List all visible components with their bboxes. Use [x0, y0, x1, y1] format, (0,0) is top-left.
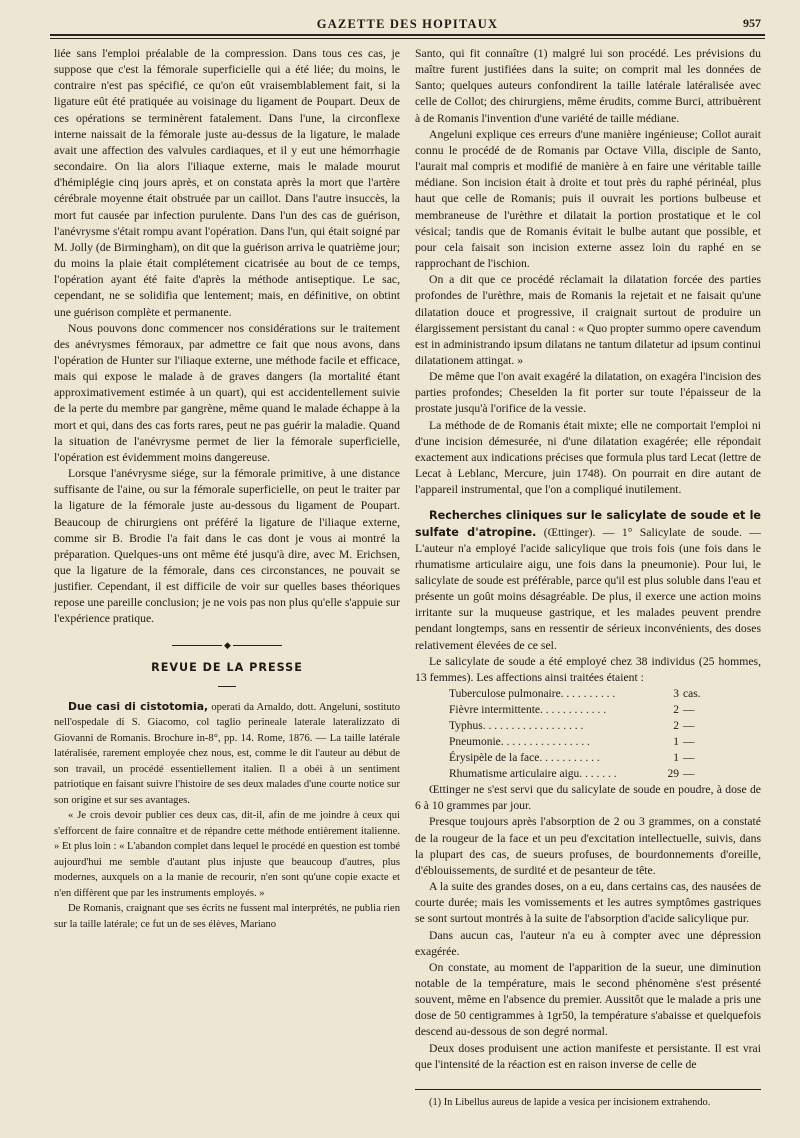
table-cell-disease: Fièvre intermittente. . . . . . . . . . . . — [449, 704, 607, 717]
page-header — [50, 10, 765, 36]
table-cell-disease: Pneumonie. . . . . . . . . . . . . . . . — [449, 736, 590, 749]
paragraph: Œttinger ne s'est servi que du salicylate de soude en poudre, à dose de 6 à 10 grammes par jour. — [415, 783, 761, 813]
paragraph: Dans aucun cas, l'auteur n'a eu à compter avec une dépression exagérée. — [415, 928, 761, 958]
table-cell-count: 1 — [673, 752, 679, 765]
table-cell-disease: Typhus. . . . . . . . . . . . . . . . . . — [449, 720, 584, 733]
running-title: GAZETTE DES HOPITAUX — [316, 17, 499, 31]
table-cell-disease: Rhumatisme articulaire aigu. . . . . . . — [449, 768, 617, 781]
paragraph: Santo, qui fit connaître (1) malgré lui son procédé. Les prévisions du maître furent justifiées dans la suite; on comprit mal les données de Santo; quelques auteurs confondirent la taille latérale latéralisée avec celle de Collot; des chirurgiens, même érudits, comme Burci, attribuèrent à de Romanis l'invention d'une variété de taille médiane. — [415, 47, 761, 125]
paragraph: Lorsque l'anévrysme siége, sur la fémorale primitive, à une distance suffisante de l'aine, ou sur la fémorale superficielle, on peut le traiter par la ligature de la fémorale juste au-dessous du ligament de Poupart. Beaucoup de chirurgiens ont préféré la ligature de l'iliaque externe, comme sir B. Brodie l'a fait dans le cas dont je vous ai montré la préparation. Quelques-uns ont même été jusqu'à dire, avec M. Erichsen, que la ligature de la fémorale, dans ces circonstances, ne pouvait se justifier. Cependant, il est difficile de voir sur quelles bases théoriques repose une pareille conclusion; je ne vois pas non plus qu'elle s'appuie sur l'expérience pratique. — [54, 467, 400, 626]
page-number: 957 — [743, 16, 761, 30]
table-cell-unit: — — [683, 752, 695, 765]
table-cell-unit: — — [683, 736, 695, 749]
review-paragraph — [54, 699, 400, 809]
table-cell-disease: Tuberculose pulmonaire. . . . . . . . . . — [449, 688, 616, 701]
review-lead-title: Due casi di cistotomia, — [68, 699, 209, 713]
paragraph: Deux doses produisent une action manifeste et persistante. Il est vrai que l'intensité de la réaction est en raison inverse de celle de — [415, 1041, 761, 1071]
section-divider — [218, 686, 236, 687]
affections-table — [449, 686, 713, 782]
paragraph: La méthode de de Romanis était mixte; elle ne comportait l'emploi ni d'une incision démesurée, ni d'une dilatation exagérée; elle répondait exactement aux indications précises que formula plus tard Lecat (lettre de Lecat à Leblanc, Mercure, juin 1748). On pourrait en dire autant de l'appareil instrumental, que l'on a compliqué inutilement. — [415, 418, 761, 497]
footnote: (1) In Libellus aureus de lapide a vesica per incisionem extrahendo. — [429, 1096, 711, 1108]
footnote-rule — [415, 1089, 761, 1090]
paragraph: Nous pouvons donc commencer nos considérations sur le traitement des anévrysmes fémoraux, par admettre ce fait que nous avons, dans l'opération de Hunter sur l'iliaque externe, une méthode facile et efficace, mais qui expose le malade à de graves dangers (la mortalité étant approximativement estimée à un quart), qui est accidentellement suivie de la perte du membre par gangrène, même quand le malade échappe à la mort et qui, dans des cas forts rares, peut ne pas guérir la maladie. Quand la situation de l'anévrysme permet de lier la fémorale superficielle, l'opération est évidemment moins dangereuse. — [54, 321, 400, 464]
table-cell-count: 1 — [673, 736, 679, 749]
table-cell-count: 29 — [667, 768, 679, 781]
table-cell-unit: — — [683, 720, 695, 733]
table-cell-count: 2 — [673, 720, 679, 733]
review-lead-text: operati da Arnaldo, dott. Angeluni, sostituto nell'ospedale di S. Giacomo, col taglio perineale laterale lateralizzato di Giovanni de Romanis. Brochure in-8°, pp. 14. Rome, 1876. — La taille latérale latéralisée, rarement employée chez nous, est, comme le dit l'auteur au début de son travail, un procédé essentiellement italien. Il a obéi à un sentiment patriotique en faisant suivre l'histoire de ses deux malades d'une courte notice sur son origine et sur ses avantages. — [54, 701, 400, 806]
paragraph: On constate, au moment de l'apparition de la sueur, une diminution notable de la température, mais le second phénomène s'est présenté souvent, même en l'absence du premier. Aussitôt que le malade a pris une dose de 50 centigrammes à 1gr50, la température s'abaisse et quelquefois descend au-dessous de son degré normal. — [415, 960, 761, 1039]
paragraph: De même que l'on avait exagéré la dilatation, on exagéra l'incision des parties profondes; Cheselden la fit porter sur toute l'épaisseur de la prostate jusqu'à l'orifice de la vessie. — [415, 370, 761, 416]
table-row — [449, 702, 713, 718]
article-lead-paragraph — [415, 508, 761, 653]
table-row — [449, 750, 713, 766]
paragraph: Angeluni explique ces erreurs d'une manière ingénieuse; Collot aurait connu le procédé de de Romanis par Octave Villa, disciple de Santo, l'aurait mal compris et modifié de manière à en faire une véritable taille médiane. Son incision était à droite et tout près du raphé périnéal, plus haut que celle de Romanis; puis il ouvrait les portions bulbeuse et membraneuse de l'urèthre et dilatait la portion prostatique et le col vésical; tandis que de Romanis évitait le bulbe autant que possible, et pour cela faisait son incision externe assez loin du raphé en se rapprochant de l'ischion. — [415, 127, 761, 271]
table-intro: Le salicylate de soude a été employé chez 38 individus (25 hommes, 13 femmes). Les affections ainsi traitées étaient : — [415, 654, 761, 684]
table-cell-count: 3 — [673, 688, 679, 701]
table-row — [449, 718, 713, 734]
table-cell-disease: Érysipèle de la face. . . . . . . . . . . — [449, 752, 600, 765]
paragraph: A la suite des grandes doses, on a eu, dans certains cas, des nausées de courte durée; mais les vomissements et les autres symptômes gastriques se sont surtout montrés à la suite de l'absorption d'acide salicylique pur. — [415, 880, 761, 926]
table-cell-count: 2 — [673, 704, 679, 717]
paragraph: liée sans l'emploi préalable de la compression. Dans tous ces cas, je suppose que c'est la fémorale superficielle qui a été liée; du moins, le contraire n'est pas spécifié, ce qu'on eût vraisemblablement fait, si la ligature eût été pratiquée au voisinage du ligament de Poupart. Deux de ces opérations se terminèrent fatalement. Dans l'une, la circonflexe interne naissait de la fémorale juste au-dessus de la ligature, le malade avait une affection des valvules cardiaques, et il y eut une hémorrhagie secondaire. On lia alors l'iliaque externe, mais le malade mourut d'hémiplégie cinq jours après, et on constata après la mort que l'artère cérébrale moyenne était obstruée par un caillot. Dans l'autre insuccès, la mort fut causée par infection purulente. Dans l'un des cas de guérison, l'anévrysme s'était rompu avant l'opération. Dans l'un, qui était soigné par M. Jolly (de Birmingham), on dit que la guérison arriva le quatrième jour; du moins la plaie était complétement cicatrisée au bout de ce temps, l'opération ayant été faite d'après la méthode antiseptique. Le sac, cependant, ne se solidifia que lentement; mais, en définitive, on obtint une guérison complète et permanente. — [54, 47, 400, 319]
section-ornament — [172, 642, 282, 648]
header-rule — [50, 38, 765, 39]
table-row — [449, 686, 713, 702]
table-row — [449, 766, 713, 782]
article-lead-text: (Œttinger). — 1° Salicylate de soude. — L'auteur n'a employé l'acide salicylique que trois fois (une fois dans le rhumatisme articulaire aigu, une fois dans la pneumonie). Pour lui, le salicylate de soude est préférable, parce qu'il est plus soluble dans l'eau et présente un goût moins désagréable. De plus, il exerce une action moins irritante sur la muqueuse gastrique, et les malades peuvent prendre pendant longtemps, sans en ressentir de sérieux inconvénients, des doses relativement élevées de ce sel. — [415, 525, 761, 652]
table-cell-unit: cas. — [683, 688, 701, 701]
article-heading: Recherches cliniques sur le salicylate de soude et le sulfate d'atropine. — [415, 509, 761, 539]
right-column — [415, 46, 761, 1110]
table-cell-unit: — — [683, 704, 695, 717]
table-row — [449, 734, 713, 750]
paragraph: Presque toujours après l'absorption de 2 ou 3 grammes, on a constaté de la rougeur de la face et un peu d'excitation intellectuelle, suivis, dans la plupart des cas, de sueurs profuses, de bourdonnements d'oreille, d'éblouissements, de surdité et de pesanteur de tête. — [415, 815, 761, 877]
left-column — [54, 46, 400, 932]
review-quote: « Je crois devoir publier ces deux cas, dit-il, afin de me joindre à ceux qui s'efforcent de faire connaître et de répandre cette méthode entièrement italienne. » Et plus loin : « L'abandon complet dans lequel le procédé en question est tombé aujourd'hui me semble d'autant plus injuste que beaucoup d'autres, plus modernes, auxquels on a la manie de recourir, n'en sont qu'une copie exacte et n'en diffèrent que par les instruments employés. » — [54, 810, 400, 899]
review-continuation: De Romanis, craignant que ses écrits ne fussent mal interprétés, ne publia rien sur la taille latérale; ce fut un de ses élèves, Mariano — [54, 903, 400, 930]
table-cell-unit: — — [683, 768, 695, 781]
paragraph: On a dit que ce procédé réclamait la dilatation forcée des parties profondes de l'urèthre, mais de Romanis la rejetait et ne faisait qu'une dilatation douce et progressive, il craignait surtout de produire un élargissement persistant du canal : « Quo propter summo opere cavendum est in administrando ipsum dilatans ne tantum dilatetur ad ipsum continui dilatationem attingat. » — [415, 273, 761, 367]
section-title: REVUE DE LA PRESSE — [151, 660, 303, 674]
